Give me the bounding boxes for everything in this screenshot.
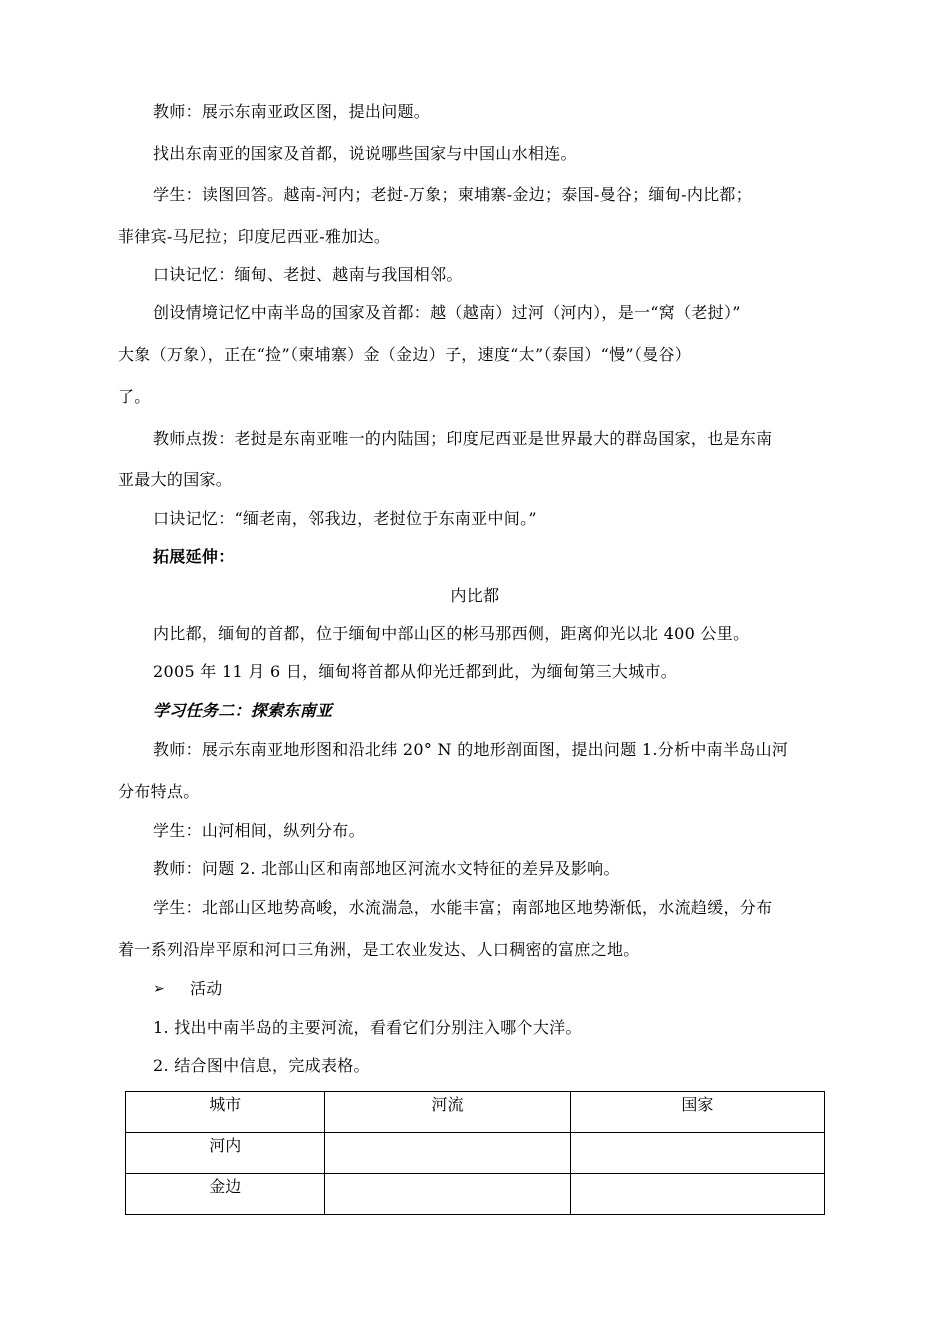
task-item-2: 2. 结合图中信息，完成表格。 xyxy=(153,1056,370,1075)
paragraph-teacher-question-2: 教师：问题 2. 北部山区和南部地区河流水文特征的差异及影响。 xyxy=(153,859,620,878)
heading-learning-task-2: 学习任务二：探索东南亚 xyxy=(153,701,333,720)
paragraph-teacher-map: 教师：展示东南亚政区图，提出问题。 xyxy=(153,102,431,121)
paragraph-student-hydrology-2: 着一系列沿岸平原和河口三角洲，是工农业发达、人口稠密的富庶之地。 xyxy=(118,940,640,959)
paragraph-mnemonic-laos: 口诀记忆：“缅老南，邻我边，老挝位于东南亚中间。” xyxy=(153,509,537,528)
table-header-cell: 国家 xyxy=(570,1092,824,1133)
table-cell xyxy=(325,1174,570,1215)
table-row xyxy=(126,1174,825,1215)
table-header-row xyxy=(126,1092,825,1133)
paragraph-teacher-terrain-2: 分布特点。 xyxy=(118,782,200,801)
paragraph-find-countries: 找出东南亚的国家及首都，说说哪些国家与中国山水相连。 xyxy=(153,144,577,163)
table-cell: 河内 xyxy=(126,1133,325,1174)
paragraph-teacher-terrain-1: 教师：展示东南亚地形图和沿北纬 20° N 的地形剖面图，提出问题 1.分析中南半岛山河 xyxy=(153,740,789,759)
city-river-country-table xyxy=(125,1091,825,1215)
paragraph-student-answer-1: 学生：读图回答。越南-河内；老挝-万象；柬埔寨-金边；泰国-曼谷；缅甸-内比都； xyxy=(153,185,753,204)
paragraph-student-hydrology-1: 学生：北部山区地势高峻，水流湍急，水能丰富；南部地区地势渐低，水流趋缓，分布 xyxy=(153,898,773,917)
table-row xyxy=(126,1133,825,1174)
paragraph-naypyidaw-location: 内比都，缅甸的首都，位于缅甸中部山区的彬马那西侧，距离仰光以北 400 公里。 xyxy=(153,624,750,643)
paragraph-scenario-3: 了。 xyxy=(118,387,151,406)
heading-extension: 拓展延伸： xyxy=(153,547,235,566)
paragraph-student-answer-2: 菲律宾-马尼拉；印度尼西亚-雅加达。 xyxy=(118,227,391,246)
paragraph-scenario-2: 大象（万象），正在“捡”（柬埔寨）金（金边）子，速度“太”（泰国）“慢”（曼谷） xyxy=(118,345,692,364)
table-header-cell: 城市 xyxy=(126,1092,325,1133)
table-cell xyxy=(570,1174,824,1215)
paragraph-student-mountains: 学生：山河相间，纵列分布。 xyxy=(153,821,365,840)
paragraph-teacher-tip-2: 亚最大的国家。 xyxy=(118,470,233,489)
section-title-naypyidaw: 内比都 xyxy=(450,586,500,605)
arrow-bullet-icon: ➢ xyxy=(153,981,165,997)
table-cell xyxy=(325,1133,570,1174)
table-header-cell: 河流 xyxy=(325,1092,570,1133)
task-item-1: 1. 找出中南半岛的主要河流，看看它们分别注入哪个大洋。 xyxy=(153,1018,582,1037)
table-cell: 金边 xyxy=(126,1174,325,1215)
paragraph-naypyidaw-history: 2005 年 11 月 6 日，缅甸将首都从仰光迁都到此，为缅甸第三大城市。 xyxy=(153,662,678,681)
paragraph-scenario-1: 创设情境记忆中南半岛的国家及首都：越（越南）过河（河内），是一“窝（老挝）” xyxy=(153,303,741,322)
activity-label: 活动 xyxy=(190,979,223,998)
paragraph-teacher-tip-1: 教师点拨：老挝是东南亚唯一的内陆国；印度尼西亚是世界最大的群岛国家，也是东南 xyxy=(153,429,773,448)
paragraph-mnemonic-neighbors: 口诀记忆：缅甸、老挝、越南与我国相邻。 xyxy=(153,265,463,284)
table-cell xyxy=(570,1133,824,1174)
